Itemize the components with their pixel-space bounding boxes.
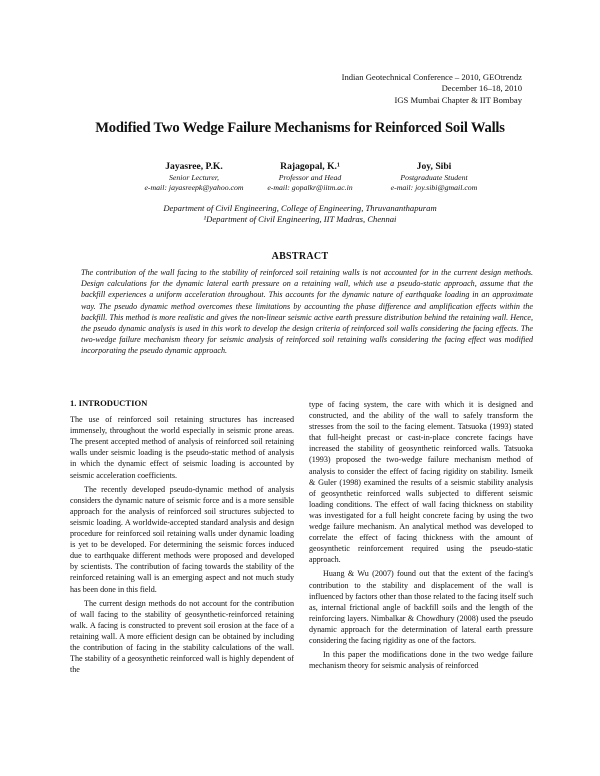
paragraph: The use of reinforced soil retaining structures has increased immensely, throughout the world especially in seismic prone areas. The present accepted method of analysis of reinforced soil retaining walls under seismic loading is the pseudo-static method of analysis in which the dynamic effect of seismic loading is accounted by seismic acceleration coefficients.: [70, 415, 294, 480]
body-column-left: [70, 398, 294, 675]
paragraph: type of facing system, the care with which it is designed and constructed, and the ability of the wall to safely transform the stresses from the soil to the facing element. Tatsuoka (1993) stated that full-height precast or cast-in-place concrete facings have increased the stability of geosynthetic reinforced walls. Tatsuoka (1993) proposed the two-wedge failure mechanism method of analysis to consider the effect of facing rigidity on stability. Ismeik & Guler (1998) examined the results of a seismic stability analysis of geosynthetic reinforced walls subjected to different seismic loading conditions. The effect of wall facing thickness on stability was investigated for a full height concrete facing by using the two wedge failure mechanism. An analytical method was developed to correlate the effect of facing thickness with the amount of geosynthetic reinforcement required using the pseudo-static approach.: [309, 400, 533, 565]
author-role: Senior Lecturer,: [169, 173, 219, 182]
author-email: e-mail: jayasreepk@yahoo.com: [144, 183, 244, 192]
affiliations: [0, 203, 600, 226]
conference-info: [222, 72, 522, 106]
section-heading: 1. INTRODUCTION: [70, 398, 148, 408]
body-column-right: [309, 399, 533, 671]
conference-organizers: IGS Mumbai Chapter & IIT Bombay: [394, 94, 522, 105]
paragraph: The current design methods do not account for the contribution of wall facing to the stability of geosynthetic-reinforced retaining walk. A facing is constructed to prevent soil erosion at the face of a retaining wall. A more efficient design can be obtained by including the contribution of facing in the stability calculations of the wall. The stability of a geosynthetic reinforced wall is highly dependent of the: [70, 598, 294, 675]
abstract-text: The contribution of the wall facing to the stability of reinforced soil retaining walls is not accounted for in the current design methods. Design calculations for the dynamic lateral earth pressure on a retaining wall, which use a pseudo-static approach, assume that the backfill experiences a uniform acceleration throughout. This accounts for the dynamic nature of earthquake loading in an approximate way. The pseudo dynamic method overcomes these limitations by accounting the phase difference and amplification effects within the backfill. This method is more realistic and gives the non-linear seismic active earth pressure distribution behind the retaining wall. Hence, the pseudo dynamic analysis is used in this work to develop the design criteria of reinforced soil walls considering the facing effects. The two-wedge failure mechanism theory for seismic analysis of reinforced soil retaining walls considering the facing effect was modified incorporating the pseudo dynamic approach.: [81, 268, 533, 356]
conference-dates: December 16–18, 2010: [441, 83, 522, 94]
conference-name: Indian Geotechnical Conference – 2010, GEOtrendz: [341, 72, 522, 82]
author-name: Jayasree, P.K.: [165, 161, 223, 172]
abstract-heading: ABSTRACT: [271, 251, 329, 262]
author-role: Postgraduate Student: [400, 173, 468, 182]
paragraph: Huang & Wu (2007) found out that the extent of the facing's contribution to the stability and displacement of the wall is influenced by factors other than those related to the facing itself such as, internal frictional angle of backfill soils and the length of the reinforcing layers. Nimbalkar & Chowdhury (2008) used the pseudo dynamic approach for the determination of lateral earth pressure considering the facing rigidity as one of the factors.: [309, 569, 533, 645]
author-email: e-mail: gopalkr@iitm.ac.in: [267, 183, 353, 192]
paragraph: In this paper the modifications done in the two wedge failure mechanism theory for seismic analysis of reinforced: [309, 650, 533, 671]
author-role: Professor and Head: [278, 173, 342, 182]
author-block: [334, 160, 534, 193]
affiliation-1: Department of Civil Engineering, College of Engineering, Thruvananthapuram: [163, 203, 437, 213]
author-name: Joy, Sibi: [416, 161, 452, 172]
author-name: Rajagopal, K.¹: [280, 161, 340, 172]
paper-title: Modified Two Wedge Failure Mechanisms for Reinforced Soil Walls: [95, 120, 505, 136]
author-email: e-mail: joy.sibi@gmail.com: [390, 183, 478, 192]
affiliation-2: ¹Department of Civil Engineering, IIT Madras, Chennai: [203, 214, 397, 225]
paragraph: The recently developed pseudo-dynamic method of analysis considers the dynamic nature of seismic force and is a more sensible approach for the analysis of reinforced soil structures subjected to seismic loading. A worldwide-accepted standard analysis and design procedure for reinforced soil retaining walls under dynamic loading is yet to be developed. For determining the seismic forces induced due to earthquake different methods were proposed and developed by scientists. The contribution of facing towards the stability of the reinforced retaining wall is an emerging aspect and not much study has been done in this field.: [70, 484, 294, 594]
